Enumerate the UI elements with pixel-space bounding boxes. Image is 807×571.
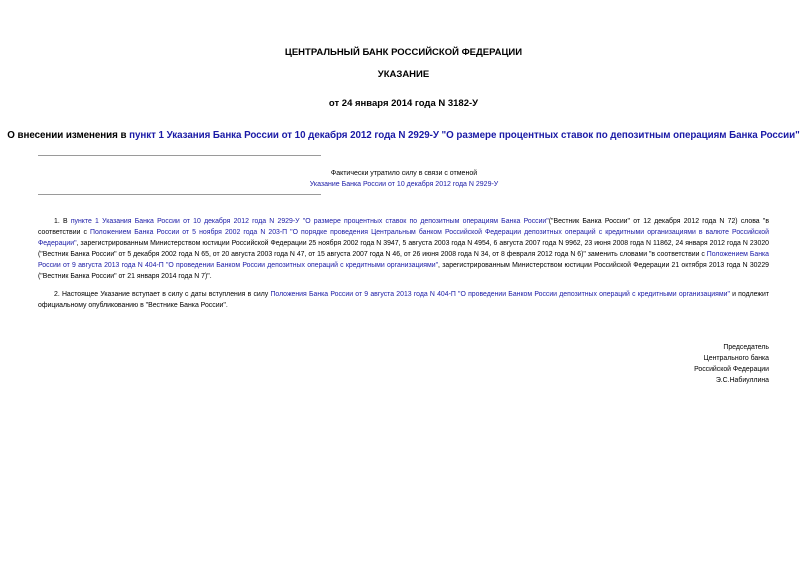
paragraph-1-link-3[interactable]: Положением Банка России от 9 августа 2013 года N 404-П "О проведении Банком России депозитных операций с кредитными организациями" [38, 251, 769, 269]
paragraph-2-text-1: 2. Настоящее Указание вступает в силу с даты вступления в силу [54, 291, 271, 298]
document-type-heading: УКАЗАНИЕ [377, 69, 430, 80]
title-prefix: О внесении изменения в [7, 130, 130, 141]
document-title [0, 130, 807, 141]
paragraph-2 [38, 289, 769, 311]
signature-block [694, 342, 769, 386]
document-date: от 24 января 2014 года N 3182-У [328, 98, 479, 109]
signature-position: Председатель [723, 344, 769, 351]
title-link[interactable]: пункт 1 Указания Банка России от 10 декабря 2012 года N 2929-У "О размере процентных ставок по депозитным операциям Банка России" [129, 130, 800, 141]
divider-bottom [38, 194, 321, 195]
paragraph-1-link-1[interactable]: пункте 1 Указания Банка России от 10 декабря 2012 года N 2929-У "О размере процентных ставок по депозитным операциям Банка России" [70, 218, 549, 225]
paragraph-2-link-1[interactable]: Положения Банка России от 9 августа 2013 года N 404-П "О проведении Банком России депозитных операций с кредитными организациями" [270, 291, 730, 298]
paragraph-1-text-3: , зарегистрированным Министерством юстиции Российской Федерации 25 ноября 2002 года N 3947, 5 августа 2003 года N 4954, 6 августа 2007 года N 9962, 23 июня 2008 года N 11862, 24 января 2012 года N 23020 ("Вестник Банка России" от 5 декабря 2002 года N 65, от 20 августа 2003 года N 47, от 15 августа 2007 года N 46, от 26 июня 2008 года N 34, от 8 февраля 2012 года N 6)" заменить словами "в соответствии с [38, 240, 769, 258]
status-note-link[interactable]: Указание Банка России от 10 декабря 2012 года N 2929-У [309, 181, 499, 188]
paragraph-1-text-1: 1. В [54, 218, 71, 225]
paragraph-2-text-2: и подлежит официальному опубликованию в "Вестнике Банка России". [38, 291, 769, 309]
signature-name: Э.С.Набиуллина [715, 377, 769, 384]
paragraph-1 [38, 216, 769, 282]
status-note-link-line [204, 179, 604, 190]
signature-country: Российской Федерации [694, 366, 769, 373]
divider-top [38, 155, 321, 156]
status-note-text: Фактически утратило силу в связи с отменой [330, 170, 478, 177]
signature-organization: Центрального банка [703, 355, 769, 362]
paragraph-1-text-4: , зарегистрированным Министерством юстиции Российской Федерации 21 октября 2013 года N 30229 ("Вестник Банка России" от 21 января 2014 года N 7)". [38, 262, 769, 280]
organization-heading: ЦЕНТРАЛЬНЫЙ БАНК РОССИЙСКОЙ ФЕДЕРАЦИИ [284, 47, 523, 58]
paragraph-1-link-2[interactable]: Положением Банка России от 5 ноября 2002 года N 203-П "О порядке проведения Центральным банком Российской Федерации депозитных операций с кредитными организациями в валюте Российской Федерации" [38, 229, 769, 247]
paragraph-1-text-2: ("Вестник Банка России" от 12 декабря 2012 года N 72) слова "в соответствии с [38, 218, 769, 236]
